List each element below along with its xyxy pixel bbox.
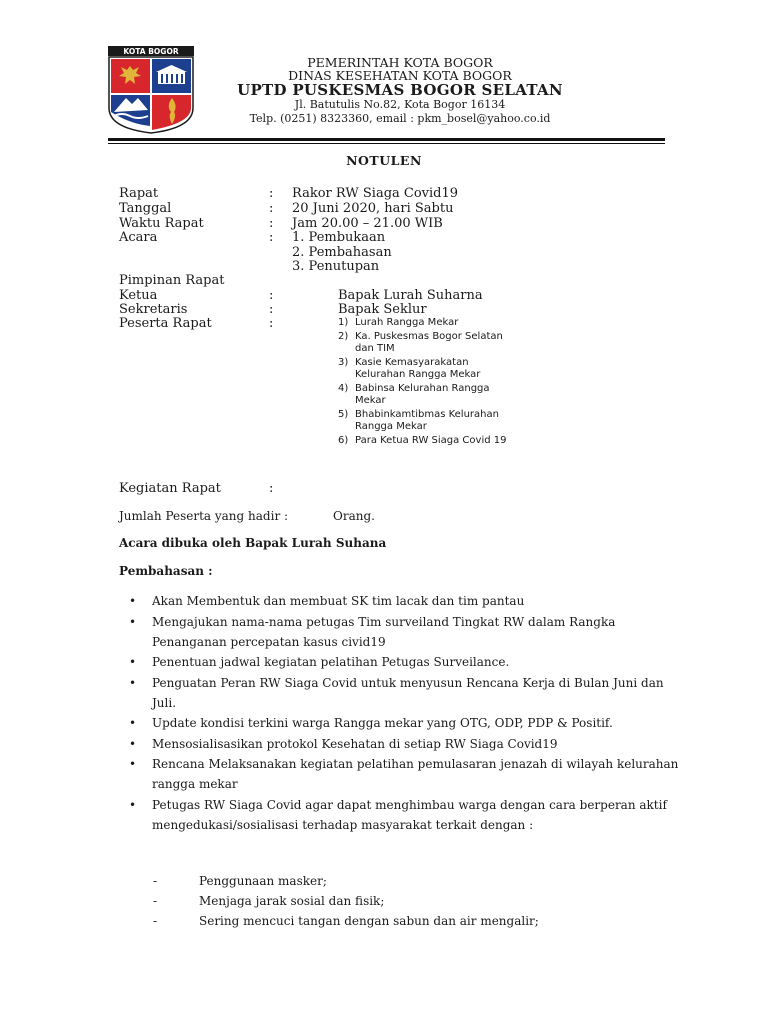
participant-item	[338, 317, 518, 329]
jumlah-value: Orang.	[333, 509, 375, 523]
discussion-text: Petugas RW Siaga Covid agar dapat menghimbau warga dengan cara berperan aktif mengedukasi/sosialisasi terhadap masyarakat terkait dengan :	[152, 797, 667, 832]
peserta-colon: :	[269, 316, 274, 331]
participant-number: 6)	[338, 435, 349, 447]
rapat-colon: :	[269, 186, 274, 201]
participant-number: 2)	[338, 331, 349, 343]
discussion-text: Mensosialisasikan protokol Kesehatan di setiap RW Siaga Covid19	[152, 736, 558, 751]
bullet-icon: •	[129, 716, 137, 730]
kegiatan-label: Kegiatan Rapat	[119, 481, 221, 496]
kegiatan-colon: :	[269, 481, 274, 496]
bullet-icon: •	[129, 797, 137, 812]
protocol-text: Sering mencuci tangan dengan sabun dan air mengalir;	[199, 914, 539, 928]
participant-number: 3)	[338, 357, 349, 369]
waktu-colon: :	[269, 216, 274, 231]
kota-bogor-crest-logo	[108, 46, 194, 134]
participant-item	[338, 383, 518, 407]
protocol-text: Penggunaan masker;	[199, 874, 327, 888]
participant-name: Ka. Puskesmas Bogor Selatan dan TIM	[355, 331, 503, 354]
discussion-text: Penguatan Peran RW Siaga Covid untuk menyusun Rencana Kerja di Bulan Juni dan Juli.	[152, 675, 664, 710]
waktu-label: Waktu Rapat	[119, 216, 204, 231]
discussion-item	[123, 754, 683, 794]
discussion-text: Update kondisi terkini warga Rangga mekar yang OTG, ODP, PDP & Positif.	[152, 716, 613, 730]
ketua-label: Ketua	[119, 288, 158, 303]
acara-colon: :	[269, 230, 274, 245]
sekretaris-label: Sekretaris	[119, 302, 188, 317]
participant-number: 5)	[338, 409, 349, 421]
ketua-value: Bapak Lurah Suharna	[338, 288, 483, 303]
discussion-item	[123, 713, 683, 733]
participant-number: 1)	[338, 317, 349, 328]
letterhead-contact: Telp. (0251) 8323360, email : pkm_bosel@yahoo.co.id	[249, 112, 551, 125]
rapat-label: Rapat	[119, 186, 159, 201]
bullet-icon: •	[129, 736, 137, 751]
document-title: NOTULEN	[346, 153, 422, 168]
discussion-item	[123, 673, 683, 713]
bullet-icon: •	[129, 757, 137, 771]
sekretaris-value: Bapak Seklur	[338, 302, 427, 317]
participant-item	[338, 435, 518, 447]
crest-label: KOTA BOGOR	[123, 47, 179, 56]
letterhead-divider-thin	[108, 143, 665, 144]
bullet-icon: •	[129, 675, 137, 690]
tanggal-value: 20 Juni 2020, hari Sabtu	[292, 201, 454, 216]
discussion-text: Penentuan jadwal kegiatan pelatihan Petugas Surveilance.	[152, 655, 510, 669]
acara-item: 1. Pembukaan	[292, 230, 386, 245]
participant-item	[338, 331, 518, 355]
dash-marker: -	[153, 874, 158, 888]
bullet-icon: •	[129, 594, 137, 608]
discussion-item	[123, 652, 683, 672]
rapat-value: Rakor RW Siaga Covid19	[292, 186, 459, 201]
tanggal-label: Tanggal	[119, 201, 172, 216]
sekretaris-colon: :	[269, 302, 274, 317]
protocol-item	[153, 914, 653, 930]
acara-item: 2. Pembahasan	[292, 245, 392, 260]
discussion-text: Rencana Melaksanakan kegiatan pelatihan pemulasaran jenazah di wilayah kelurahan rangga mekar	[152, 757, 679, 791]
participant-name: Para Ketua RW Siaga Covid 19	[355, 435, 507, 447]
participant-name: Babinsa Kelurahan Rangga Mekar	[355, 383, 490, 406]
letterhead-institution: UPTD PUSKESMAS BOGOR SELATAN	[237, 81, 563, 99]
discussion-item	[123, 612, 683, 652]
letterhead-department: DINAS KESEHATAN KOTA BOGOR	[288, 68, 512, 83]
participant-item	[338, 409, 518, 433]
protocol-item	[153, 874, 653, 890]
dash-marker: -	[153, 894, 158, 908]
letterhead-address: Jl. Batutulis No.82, Kota Bogor 16134	[294, 98, 506, 111]
discussion-text: Mengajukan nama-nama petugas Tim surveiland Tingkat RW dalam Rangka Penanganan percepatan kasus civid19	[152, 614, 616, 649]
tanggal-colon: :	[269, 201, 274, 216]
protocol-item	[153, 894, 653, 910]
jumlah-label: Jumlah Peserta yang hadir :	[119, 509, 289, 523]
protocol-text: Menjaga jarak sosial dan fisik;	[199, 894, 385, 908]
discussion-item	[123, 591, 683, 611]
pembahasan-heading: Pembahasan :	[119, 564, 213, 578]
discussion-item	[123, 734, 683, 754]
ketua-colon: :	[269, 288, 274, 303]
discussion-list	[123, 591, 683, 835]
participant-name: Kasie Kemasyarakatan Kelurahan Rangga Mekar	[355, 357, 481, 380]
opening-statement: Acara dibuka oleh Bapak Lurah Suhana	[119, 536, 387, 550]
acara-item: 3. Penutupan	[292, 259, 380, 274]
peserta-label: Peserta Rapat	[119, 316, 212, 331]
participant-name: Lurah Rangga Mekar	[355, 317, 459, 328]
waktu-value: Jam 20.00 – 21.00 WIB	[292, 216, 443, 231]
dash-marker: -	[153, 914, 158, 928]
discussion-text: Akan Membentuk dan membuat SK tim lacak dan tim pantau	[152, 594, 525, 608]
letterhead-government: PEMERINTAH KOTA BOGOR	[307, 55, 493, 70]
participant-number: 4)	[338, 383, 349, 395]
pimpinan-label: Pimpinan Rapat	[119, 273, 225, 288]
acara-label: Acara	[119, 230, 158, 245]
participant-list	[338, 317, 518, 449]
bullet-icon: •	[129, 655, 137, 669]
discussion-item	[123, 795, 683, 835]
letterhead-divider-thick	[108, 138, 665, 141]
participant-item	[338, 357, 518, 381]
participant-name: Bhabinkamtibmas Kelurahan Rangga Mekar	[355, 409, 499, 432]
bullet-icon: •	[129, 614, 137, 629]
